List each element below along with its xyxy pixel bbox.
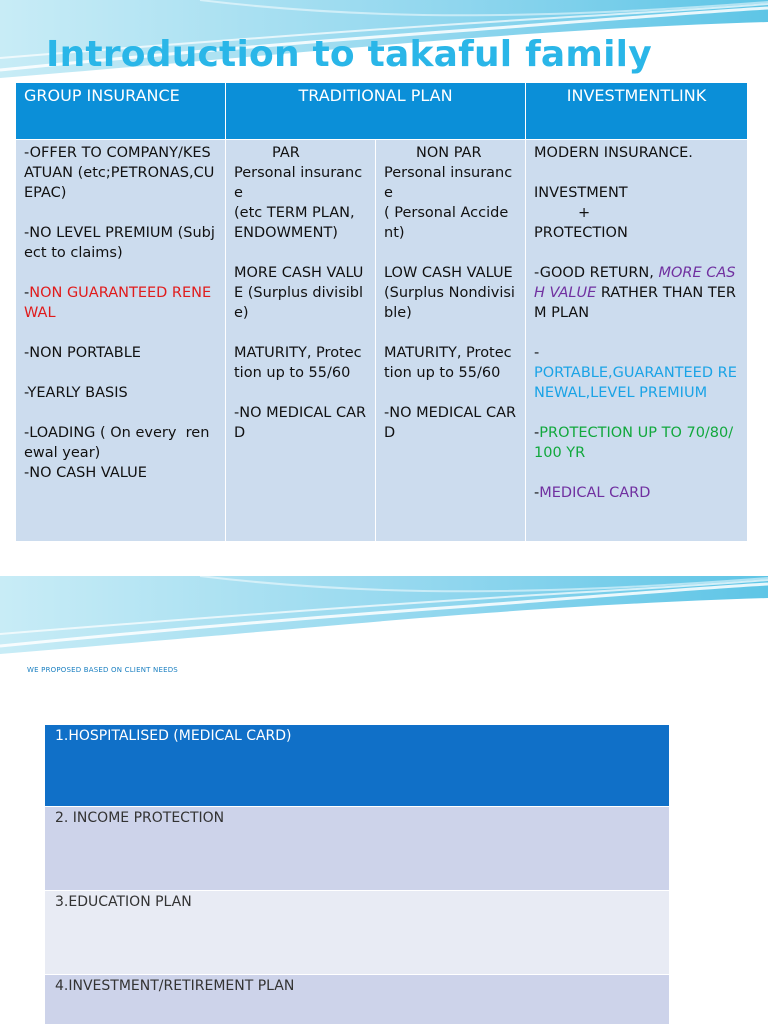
header-traditional-plan: TRADITIONAL PLAN bbox=[226, 83, 526, 140]
invest-line-4: PROTECTION bbox=[534, 225, 628, 241]
group-line-6: -LOADING ( On every renewal year) bbox=[24, 425, 210, 461]
invest-line-1: MODERN INSURANCE. bbox=[534, 145, 693, 161]
header-wave-decoration-2 bbox=[0, 576, 768, 666]
header-investmentlink: INVESTMENTLINK bbox=[526, 83, 748, 140]
invest-plus: + bbox=[578, 205, 591, 221]
group-insurance-cell bbox=[16, 140, 226, 542]
comparison-table bbox=[15, 82, 748, 542]
table-row bbox=[45, 975, 669, 1024]
portable-guaranteed-text: PORTABLE,GUARANTEED RENEWAL,LEVEL PREMIUM bbox=[534, 365, 737, 401]
client-needs-subtitle: WE PROPOSED BASED ON CLIENT NEEDS bbox=[27, 666, 178, 674]
non-par-line-4: MATURITY, Protection up to 55/60 bbox=[384, 345, 512, 381]
non-par-line-5: -NO MEDICAL CARD bbox=[384, 405, 517, 441]
client-needs-table bbox=[45, 725, 669, 1024]
table-header-row bbox=[16, 83, 748, 140]
par-line-1: Personal insurance bbox=[234, 165, 363, 201]
need-income-protection: 2. INCOME PROTECTION bbox=[45, 807, 669, 891]
slide-2 bbox=[0, 576, 768, 1024]
non-par-cell bbox=[376, 140, 526, 542]
group-line-5: -YEARLY BASIS bbox=[24, 385, 128, 401]
need-education-plan: 3.EDUCATION PLAN bbox=[45, 891, 669, 975]
investmentlink-cell bbox=[526, 140, 748, 542]
group-line-7: -NO CASH VALUE bbox=[24, 465, 147, 481]
table-row bbox=[45, 807, 669, 891]
par-heading: PAR bbox=[272, 145, 300, 161]
medical-card-text: MEDICAL CARD bbox=[539, 485, 651, 501]
slide-title: Introduction to takaful family bbox=[46, 34, 652, 75]
group-line-3: -NON GUARANTEED RENEWAL bbox=[24, 285, 212, 321]
invest-line-6: - PORTABLE,GUARANTEED RENEWAL,LEVEL PREMIUM bbox=[534, 345, 737, 401]
par-line-2: (etc TERM PLAN, ENDOWMENT) bbox=[234, 205, 360, 241]
need-hospitalised: 1.HOSPITALISED (MEDICAL CARD) bbox=[45, 725, 669, 807]
par-line-4: MATURITY, Protection up to 55/60 bbox=[234, 345, 362, 381]
header-group-insurance: GROUP INSURANCE bbox=[16, 83, 226, 140]
invest-line-7: -PROTECTION UP TO 70/80/100 YR bbox=[534, 425, 734, 461]
non-guaranteed-renewal-text: NON GUARANTEED RENEWAL bbox=[24, 285, 212, 321]
group-line-1: -OFFER TO COMPANY/KESATUAN (etc;PETRONAS,CUEPAC) bbox=[24, 145, 215, 201]
table-row bbox=[45, 725, 669, 807]
non-par-line-3: LOW CASH VALUE (Surplus Nondivisible) bbox=[384, 265, 518, 321]
table-row bbox=[45, 891, 669, 975]
par-cell bbox=[226, 140, 376, 542]
invest-line-8: -MEDICAL CARD bbox=[534, 485, 651, 501]
more-cash-value-text: MORE CASH VALUE bbox=[534, 265, 736, 301]
table-body-row bbox=[16, 140, 748, 542]
invest-line-2: INVESTMENT bbox=[534, 185, 628, 201]
non-par-heading: NON PAR bbox=[416, 145, 482, 161]
non-par-line-2: ( Personal Accident) bbox=[384, 205, 509, 241]
par-line-3: MORE CASH VALUE (Surplus divisible) bbox=[234, 265, 364, 321]
par-line-5: -NO MEDICAL CARD bbox=[234, 405, 367, 441]
need-investment-retirement: 4.INVESTMENT/RETIREMENT PLAN bbox=[45, 975, 669, 1024]
group-line-2: -NO LEVEL PREMIUM (Subject to claims) bbox=[24, 225, 215, 261]
non-par-line-1: Personal insurance bbox=[384, 165, 513, 201]
protection-up-to-text: PROTECTION UP TO 70/80/100 YR bbox=[534, 425, 734, 461]
invest-line-5: -GOOD RETURN, MORE CASH VALUE RATHER THAN TERM PLAN bbox=[534, 265, 736, 321]
group-line-4: -NON PORTABLE bbox=[24, 345, 141, 361]
